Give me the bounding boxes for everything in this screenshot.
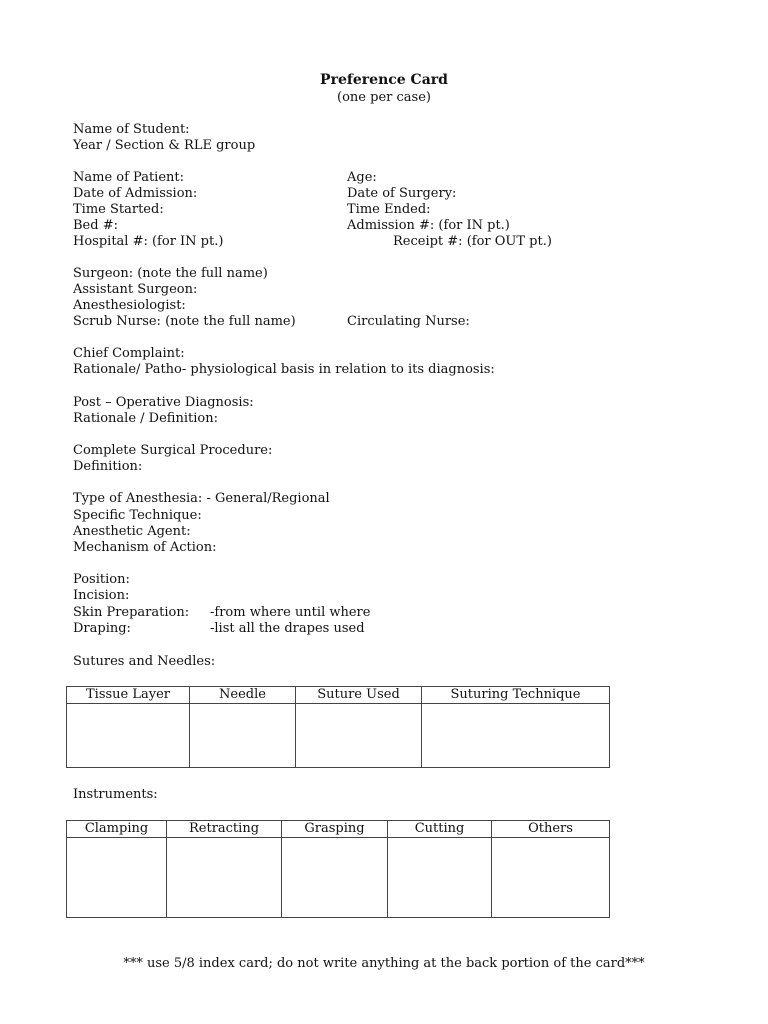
footer-note: *** use 5/8 index card; do not write anything at the back portion of the card*** (123, 956, 645, 971)
draping-label: Draping: (73, 621, 131, 636)
receipt-number-label: Receipt #: (for OUT pt.) (393, 234, 552, 249)
anesthetic-agent-label: Anesthetic Agent: (73, 524, 191, 539)
post-op-diagnosis-label: Post – Operative Diagnosis: (73, 395, 254, 410)
position-label: Position: (73, 572, 130, 587)
surgery-date-label: Date of Surgery: (347, 186, 457, 201)
instruments-header-row (67, 821, 610, 838)
time-ended-label: Time Ended: (347, 202, 431, 217)
page-subtitle: (one per case) (337, 90, 431, 105)
complaint-rationale-label: Rationale/ Patho- physiological basis in relation to its diagnosis: (73, 362, 495, 377)
patient-age-label: Age: (347, 170, 377, 185)
table-cell[interactable] (67, 838, 167, 918)
patient-name-label: Name of Patient: (73, 170, 185, 185)
incision-label: Incision: (73, 588, 130, 603)
instruments-table (66, 820, 610, 918)
skin-preparation-label: Skin Preparation: (73, 605, 190, 620)
surgical-procedure-label: Complete Surgical Procedure: (73, 443, 273, 458)
table-cell[interactable] (492, 838, 610, 918)
chief-complaint-label: Chief Complaint: (73, 346, 185, 361)
circulating-nurse-label: Circulating Nurse: (347, 314, 470, 329)
procedure-definition-label: Definition: (73, 459, 143, 474)
skin-preparation-note: -from where until where (210, 605, 371, 620)
table-cell[interactable] (282, 838, 388, 918)
column-header: Tissue Layer (67, 687, 190, 704)
page-title: Preference Card (320, 72, 448, 88)
table-cell[interactable] (388, 838, 492, 918)
anesthesiologist-label: Anesthesiologist: (73, 298, 186, 313)
table-cell[interactable] (67, 704, 190, 768)
diagnosis-rationale-label: Rationale / Definition: (73, 411, 218, 426)
table-cell[interactable] (167, 838, 282, 918)
hospital-number-label: Hospital #: (for IN pt.) (73, 234, 224, 249)
sutures-header-row (67, 687, 610, 704)
instruments-label: Instruments: (73, 787, 158, 802)
column-header: Suture Used (296, 687, 422, 704)
column-header: Suturing Technique (422, 687, 610, 704)
student-name-label: Name of Student: (73, 122, 190, 137)
surgeon-label: Surgeon: (note the full name) (73, 266, 268, 281)
admission-number-label: Admission #: (for IN pt.) (347, 218, 510, 233)
assistant-surgeon-label: Assistant Surgeon: (73, 282, 198, 297)
column-header: Others (492, 821, 610, 838)
table-cell[interactable] (422, 704, 610, 768)
table-row (67, 704, 610, 768)
bed-number-label: Bed #: (73, 218, 118, 233)
time-started-label: Time Started: (73, 202, 164, 217)
column-header: Retracting (167, 821, 282, 838)
specific-technique-label: Specific Technique: (73, 508, 202, 523)
sutures-table (66, 686, 610, 768)
table-cell[interactable] (296, 704, 422, 768)
column-header: Clamping (67, 821, 167, 838)
draping-note: -list all the drapes used (210, 621, 365, 636)
column-header: Needle (190, 687, 296, 704)
mechanism-of-action-label: Mechanism of Action: (73, 540, 217, 555)
anesthesia-type-label: Type of Anesthesia: - General/Regional (73, 491, 330, 506)
table-row (67, 838, 610, 918)
table-cell[interactable] (190, 704, 296, 768)
column-header: Cutting (388, 821, 492, 838)
scrub-nurse-label: Scrub Nurse: (note the full name) (73, 314, 296, 329)
admission-date-label: Date of Admission: (73, 186, 198, 201)
student-group-label: Year / Section & RLE group (73, 138, 256, 153)
sutures-needles-label: Sutures and Needles: (73, 654, 216, 669)
column-header: Grasping (282, 821, 388, 838)
